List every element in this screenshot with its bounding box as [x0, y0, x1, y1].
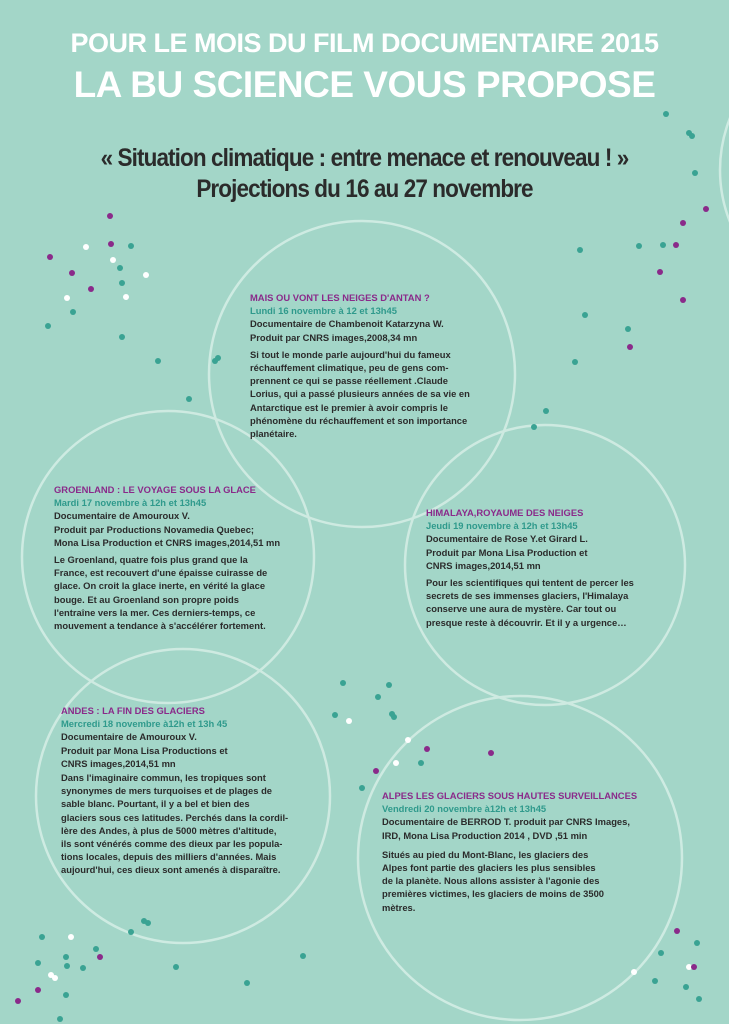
film-block-andes: [61, 704, 288, 877]
confetti-dot: [658, 950, 664, 956]
confetti-dot: [63, 954, 69, 960]
confetti-dot: [68, 934, 74, 940]
description-line: Dans l'imaginaire commun, les tropiques sont: [61, 772, 266, 784]
confetti-dot: [143, 272, 149, 278]
confetti-dot: [47, 254, 53, 260]
confetti-dot: [543, 408, 549, 414]
confetti-dot: [155, 358, 161, 364]
description-line: de la planète. Nous allons assister à l'agonie des: [382, 875, 600, 887]
confetti-dot: [691, 964, 697, 970]
film-title: ALPES LES GLACIERS SOUS HAUTES SURVEILLANCES: [382, 790, 638, 801]
confetti-dot: [405, 737, 411, 743]
film-block-neiges: [250, 291, 470, 440]
description-line: réchauffement climatique, peu de gens com-: [250, 362, 449, 374]
film-credit: Documentaire de Rose Y.et Girard L.: [426, 533, 588, 545]
confetti-dot: [577, 247, 583, 253]
description-line: lère des Andes, à plus de 5000 mètres d'altitude,: [61, 824, 277, 836]
description-line: Situés au pied du Mont-Blanc, les glaciers des: [382, 848, 589, 860]
description-line: glace. On croit la glace inerte, en vérité la glace: [54, 580, 266, 592]
confetti-dot: [108, 241, 114, 247]
confetti-dot: [696, 996, 702, 1002]
confetti-dot: [97, 954, 103, 960]
confetti-dot: [48, 972, 54, 978]
confetti-dot: [375, 694, 381, 700]
confetti-dot: [15, 998, 21, 1004]
description-line: synonymes de mers turquoises et de plages de: [61, 785, 273, 797]
subtitle-line-1: « Situation climatique : entre menace et renouveau ! »: [100, 144, 629, 172]
description-line: planétaire.: [250, 428, 297, 440]
film-description: [54, 553, 280, 632]
confetti-dot: [488, 750, 494, 756]
film-block-groenland: [54, 483, 280, 632]
description-line: prennent ce qui se passe réellement .Claude: [250, 375, 448, 387]
header-line-2: LA BU SCIENCE VOUS PROPOSE: [73, 64, 656, 105]
confetti-dot: [680, 297, 686, 303]
confetti-dot: [107, 213, 113, 219]
description-line: Antarctique est le premier à avoir compris le: [250, 401, 448, 413]
film-credit: Documentaire de Chambenoit Katarzyna W.: [250, 318, 444, 330]
header-line-1: POUR LE MOIS DU FILM DOCUMENTAIRE 2015: [70, 28, 659, 58]
confetti-dot: [631, 969, 637, 975]
description-line: mouvement a tendance à s'accélérer fortement.: [54, 620, 266, 632]
description-line: Alpes font partie des glaciers les plus sensibles: [382, 862, 596, 874]
film-title: ANDES : LA FIN DES GLACIERS: [61, 705, 205, 716]
confetti-dot: [418, 760, 424, 766]
confetti-dot: [359, 785, 365, 791]
film-credit: Produit par CNRS images,2008,34 mn: [250, 331, 418, 343]
description-line: phénomène du réchauffement et son importance: [250, 414, 468, 426]
confetti-dot: [627, 344, 633, 350]
description-line: Le Groenland, quatre fois plus grand que la: [54, 554, 248, 566]
description-line: tions locales, depuis des milliers d'années. Mais: [61, 851, 277, 863]
film-title: GROENLAND : LE VOYAGE SOUS LA GLACE: [54, 484, 256, 495]
confetti-dot: [70, 309, 76, 315]
confetti-dot: [64, 963, 70, 969]
film-date: Jeudi 19 novembre à 12h et 13h45: [426, 520, 578, 532]
film-credit: Documentaire de BERROD T. produit par CNRS Images,: [382, 816, 630, 828]
film-credit: Produit par Mona Lisa Productions et: [61, 744, 228, 756]
film-date: Vendredi 20 novembre à12h et 13h45: [382, 803, 547, 815]
confetti-dot: [673, 242, 679, 248]
confetti-dot: [386, 682, 392, 688]
confetti-dot: [212, 358, 218, 364]
description-line: glaciers sous ces latitudes. Perchés dans la cordil-: [61, 811, 289, 823]
film-description: [61, 771, 288, 877]
confetti-dot: [393, 760, 399, 766]
film-credit: Documentaire de Amouroux V.: [61, 731, 197, 743]
confetti-dot: [300, 953, 306, 959]
film-block-alpes: [382, 789, 637, 914]
description-line: sable blanc. Pourtant, il y a bel et bien des: [61, 798, 250, 810]
confetti-dot: [652, 978, 658, 984]
confetti-dot: [244, 980, 250, 986]
confetti-dot: [572, 359, 578, 365]
description-line: mètres.: [382, 901, 416, 913]
subtitle-line-2: Projections du 16 au 27 novembre: [196, 175, 533, 203]
confetti-dot: [93, 946, 99, 952]
confetti-dot: [57, 1016, 63, 1022]
confetti-dot: [332, 712, 338, 718]
confetti-dot: [119, 334, 125, 340]
confetti-dot: [45, 323, 51, 329]
confetti-dot: [128, 243, 134, 249]
confetti-dot: [88, 286, 94, 292]
film-credit: Produit par Productions Novamedia Quebec;: [54, 523, 255, 535]
confetti-dot: [186, 396, 192, 402]
confetti-dot: [340, 680, 346, 686]
confetti-dot: [657, 269, 663, 275]
confetti-dot: [692, 170, 698, 176]
film-title: HIMALAYA,ROYAUME DES NEIGES: [426, 507, 584, 518]
confetti-dot: [694, 940, 700, 946]
confetti-dot: [531, 424, 537, 430]
confetti-dot: [63, 992, 69, 998]
confetti-dot: [625, 326, 631, 332]
film-description: [426, 576, 634, 629]
confetti-dot: [674, 928, 680, 934]
confetti-dot: [128, 929, 134, 935]
confetti-dot: [689, 133, 695, 139]
confetti-dot: [663, 111, 669, 117]
confetti-dot: [636, 243, 642, 249]
description-line: Lorius, qui a passé plusieurs années de sa vie en: [250, 388, 470, 400]
confetti-dot: [373, 768, 379, 774]
confetti-dot: [117, 265, 123, 271]
film-credit: CNRS images,2014,51 mn: [426, 559, 541, 571]
description-line: presque reste à découvrir. Et il y a urgence…: [426, 616, 627, 628]
confetti-dot: [39, 934, 45, 940]
film-title: MAIS OU VONT LES NEIGES D'ANTAN ?: [250, 292, 430, 303]
confetti-dot: [35, 987, 41, 993]
confetti-dot: [110, 257, 116, 263]
film-credit: IRD, Mona Lisa Production 2014 , DVD ,51 min: [382, 829, 588, 841]
confetti-dot: [64, 295, 70, 301]
description-line: ils sont vénérés comme des dieux par les popula-: [61, 838, 283, 850]
film-description: [382, 848, 637, 914]
film-credit: Produit par Mona Lisa Production et: [426, 546, 588, 558]
confetti-dot: [424, 746, 430, 752]
confetti-dot: [660, 242, 666, 248]
film-description: [250, 348, 470, 440]
film-credit: CNRS images,2014,51 mn: [61, 757, 176, 769]
confetti-dot: [83, 244, 89, 250]
confetti-dot: [69, 270, 75, 276]
film-credit: Documentaire de Amouroux V.: [54, 510, 190, 522]
confetti-dot: [582, 312, 588, 318]
description-line: aujourd'hui, ces dieux sont amenés à disparaître.: [61, 864, 281, 876]
confetti-dot: [145, 920, 151, 926]
film-date: Mercredi 18 novembre à12h et 13h 45: [61, 718, 228, 730]
description-line: premières victimes, les glaciers de moins de 3500: [382, 888, 604, 900]
film-credit: Mona Lisa Production et CNRS images,2014,51 mn: [54, 536, 281, 548]
confetti-dot: [346, 718, 352, 724]
confetti-dot: [680, 220, 686, 226]
confetti-dot: [683, 984, 689, 990]
description-line: France, est recouvert d'une épaisse cuirasse de: [54, 567, 268, 579]
description-line: l'entraîne vers la mer. Ces derniers-temps, ce: [54, 606, 256, 618]
description-line: Si tout le monde parle aujourd'hui du fameux: [250, 348, 451, 360]
confetti-dot: [80, 965, 86, 971]
description-line: Pour les scientifiques qui tentent de percer les: [426, 577, 634, 589]
film-block-himalaya: [426, 506, 634, 629]
confetti-dot: [391, 714, 397, 720]
film-date: Mardi 17 novembre à 12h et 13h45: [54, 497, 207, 509]
description-line: secrets de ses immenses glaciers, l'Himalaya: [426, 590, 629, 602]
description-line: conserve une aura de mystère. Car tout ou: [426, 603, 617, 615]
confetti-dot: [119, 280, 125, 286]
confetti-dot: [123, 294, 129, 300]
confetti-dot: [173, 964, 179, 970]
confetti-dot: [703, 206, 709, 212]
confetti-dot: [35, 960, 41, 966]
description-line: bouge. Et au Groenland son propre poids: [54, 593, 239, 605]
film-date: Lundi 16 novembre à 12 et 13h45: [250, 305, 397, 317]
